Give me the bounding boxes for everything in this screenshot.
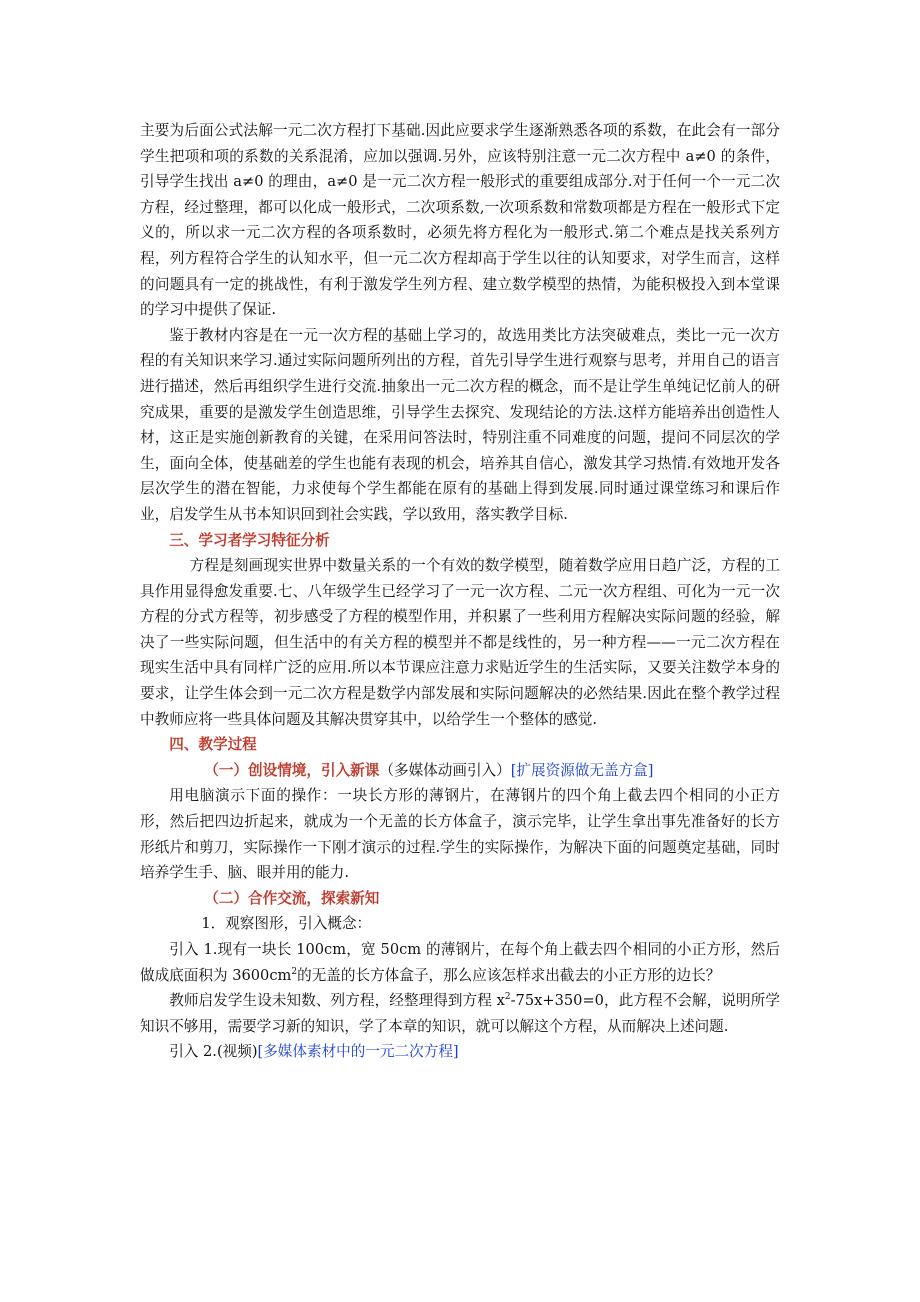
superscript: 2 bbox=[291, 966, 298, 977]
intro-1-text: 引入 1.现有一块长 100cm，宽 50cm 的薄钢片，在每个角上截去四个相同的小正方形，然后做成底面积为 3600cm bbox=[140, 941, 780, 984]
guidance-text: 教师启发学生设未知数、列方程，经整理得到方程 x bbox=[169, 992, 505, 1010]
paragraph-intro-1 bbox=[140, 937, 780, 988]
subheading-title: （二）合作交流，探索新知 bbox=[204, 889, 380, 907]
paragraph-demo-operation: 用电脑演示下面的操作：一块长方形的薄钢片，在薄钢片的四个角上截去四个相同的小正方形，然后把四边折起来，就成为一个无盖的长方体盒子，演示完毕，让学生拿出事先准备好的长方形纸片和剪刀，实际操作一下刚才演示的过程.学生的实际操作，为解决下面的问题奠定基础，同时培养学生手、脑、眼并用的能力. bbox=[140, 787, 780, 882]
intro-2-text: 引入 2.(视频) bbox=[169, 1043, 258, 1061]
subheading-title: （一）创设情境，引入新课 bbox=[204, 761, 380, 779]
document-body bbox=[140, 118, 780, 1065]
paragraph-intro-2 bbox=[140, 1039, 780, 1065]
section-heading-teaching-process: 四、教学过程 bbox=[169, 736, 257, 754]
paragraph-teacher-guidance bbox=[140, 988, 780, 1039]
subheading-note: （多媒体动画引入） bbox=[379, 761, 511, 779]
list-item-observe-figure: 1．观察图形，引入概念： bbox=[201, 915, 372, 933]
paragraph-learner-analysis: 方程是刻画现实世界中数量关系的一个有效的数学模型，随着数学应用日趋广泛，方程的工具作用显得愈发重要.七、八年级学生已经学习了一元一次方程、二元一次方程组、可化为一元一次方程的分式方程等，初步感受了方程的模型作用，并积累了一些利用方程解决实际问题的经验，解决了一些实际问题，但生活中的有关方程的模型并不都是线性的，另一种方程——一元二次方程在现实生活中具有同样广泛的应用.所以本节课应注意力求贴近学生的生活实际，又要关注数学本身的要求，让学生体会到一元二次方程是数学内部发展和实际问题解决的必然结果.因此在整个教学过程中教师应将一些具体问题及其解决贯穿其中，以给学生一个整体的感觉. bbox=[140, 557, 780, 728]
superscript: 2 bbox=[504, 992, 511, 1003]
resource-link-open-box[interactable]: [扩展资源做无盖方盒] bbox=[510, 761, 654, 779]
subheading-cooperate-explore bbox=[140, 886, 780, 912]
intro-1-text-cont: 的无盖的长方体盒子，那么应该怎样求出截去的小正方形的边长？ bbox=[297, 966, 721, 984]
guidance-text-cont: -75x+350=0，此方程不会解，说明所学知识不够用，需要学习新的知识，学了本章的知识，就可以解这个方程，从而解决上述问题. bbox=[140, 992, 780, 1035]
subheading-create-situation bbox=[140, 758, 780, 784]
paragraph-difficulty-analysis: 主要为后面公式法解一元二次方程打下基础.因此应要求学生逐渐熟悉各项的系数，在此会有一部分学生把项和项的系数的关系混淆，应加以强调.另外，应该特别注意一元二次方程中 a≠0 的条件，引导学生找出 a≠0 的理由，a≠0 是一元二次方程一般形式的重要组成部分.对于任何一个一元二次方程，经过整理，都可以化成一般形式，二次项系数,一次项系数和常数项都是方程在一般形式下定义的，所以求一元二次方程的各项系数时，必须先将方程化为一般形式.第二个难点是找关系列方程，列方程符合学生的认知水平，但一元二次方程却高于学生以往的认知要求，对学生而言，这样的问题具有一定的挑战性，有利于激发学生列方程、建立数学模型的热情，为能积极投入到本堂课的学习中提供了保证. bbox=[140, 122, 780, 319]
section-heading-learner-analysis: 三、学习者学习特征分析 bbox=[169, 531, 330, 549]
resource-link-multimedia-equation[interactable]: [多媒体素材中的一元二次方程] bbox=[257, 1043, 459, 1061]
paragraph-teaching-method: 鉴于教材内容是在一元一次方程的基础上学习的，故选用类比方法突破难点，类比一元一次方程的有关知识来学习.通过实际问题所列出的方程，首先引导学生进行观察与思考，并用自己的语言进行描述，然后再组织学生进行交流.抽象出一元二次方程的概念，而不是让学生单纯记忆前人的研究成果，重要的是激发学生创造思维，引导学生去探究、发现结论的方法.这样方能培养出创造性人材，这正是实施创新教育的关键，在采用问答法时，特别注重不同难度的问题，提问不同层次的学生，面向全体，使基础差的学生也能有表现的机会，培养其自信心，激发其学习热情.有效地开发各层次学生的潜在智能，力求使每个学生都能在原有的基础上得到发展.同时通过课堂练习和课后作业，启发学生从书本知识回到社会实践，学以致用，落实教学目标. bbox=[140, 326, 780, 523]
